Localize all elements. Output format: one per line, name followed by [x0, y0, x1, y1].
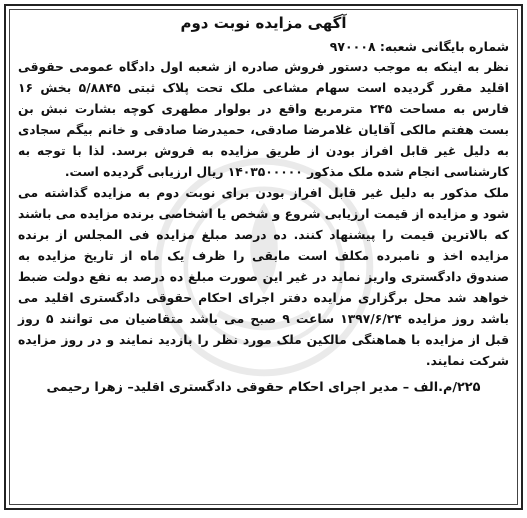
auction-notice	[4, 4, 523, 510]
notice-signature: ۲۲۵/م.الف – مدیر اجرای احکام حقوقی دادگستری اقلید– زهرا رحیمی	[46, 380, 481, 395]
notice-paragraph-2: ملک مذکور به دلیل غیر قابل افراز بودن برای نوبت دوم به مزایده گذاشته می شود و مزایده از قیمت ارزیابی شروع و شخص یا اشخاصی برنده مزایده می باشند که بالاترین قیمت را پیشنهاد کنند. ده درصد مبلغ مزایده فی المجلس از برنده مزایده اخذ و نامبرده مکلف است مابقی را ظرف یک ماه از تاریخ مزایده به صندوق دادگستری واریز نماید در غیر این صورت مبلغ ده درصد به نفع دولت ضبط خواهد شد محل برگزاری مزایده دفتر اجرای احکام حقوقی دادگستری اقلید می باشد روز مزایده ۱۳۹۷/۶/۲۴ ساعت ۹ صبح می باشد متقاضیان می توانند ۵ روز قبل از مزایده با هماهنگی مالکین ملک مورد نظر را بازدید نمایند و در روز مزایده شرکت نمایند.	[18, 186, 509, 368]
notice-title: آگهی مزایده نوبت دوم	[180, 14, 347, 32]
notice-paragraph-1: نظر به اینکه به موجب دستور فروش صادره از شعبه اول دادگاه عمومی حقوقی اقلید مقرر گردیده است سهام مشاعی ملک تحت پلاک ثبتی ۵/۸۸۴۵ بخش ۱۶ فارس به مساحت ۲۴۵ مترمربع واقع در بولوار مطهری کوچه بشارت نبش بن بست هفتم مالکی آقایان غلامرضا صادقی، حمیدرضا صادقی و خانم بیگم سجادی به دلیل غیر قابل افراز بودن از طریق مزایده به فروش برسد. لذا با توجه به کارشناسی انجام شده ملک مذکور ۱۴۰۳۵۰۰۰۰۰ ریال ارزیابی گردیده است.	[18, 60, 509, 179]
archive-number: شماره بایگانی شعبه: ۹۷۰۰۰۸	[329, 39, 509, 54]
